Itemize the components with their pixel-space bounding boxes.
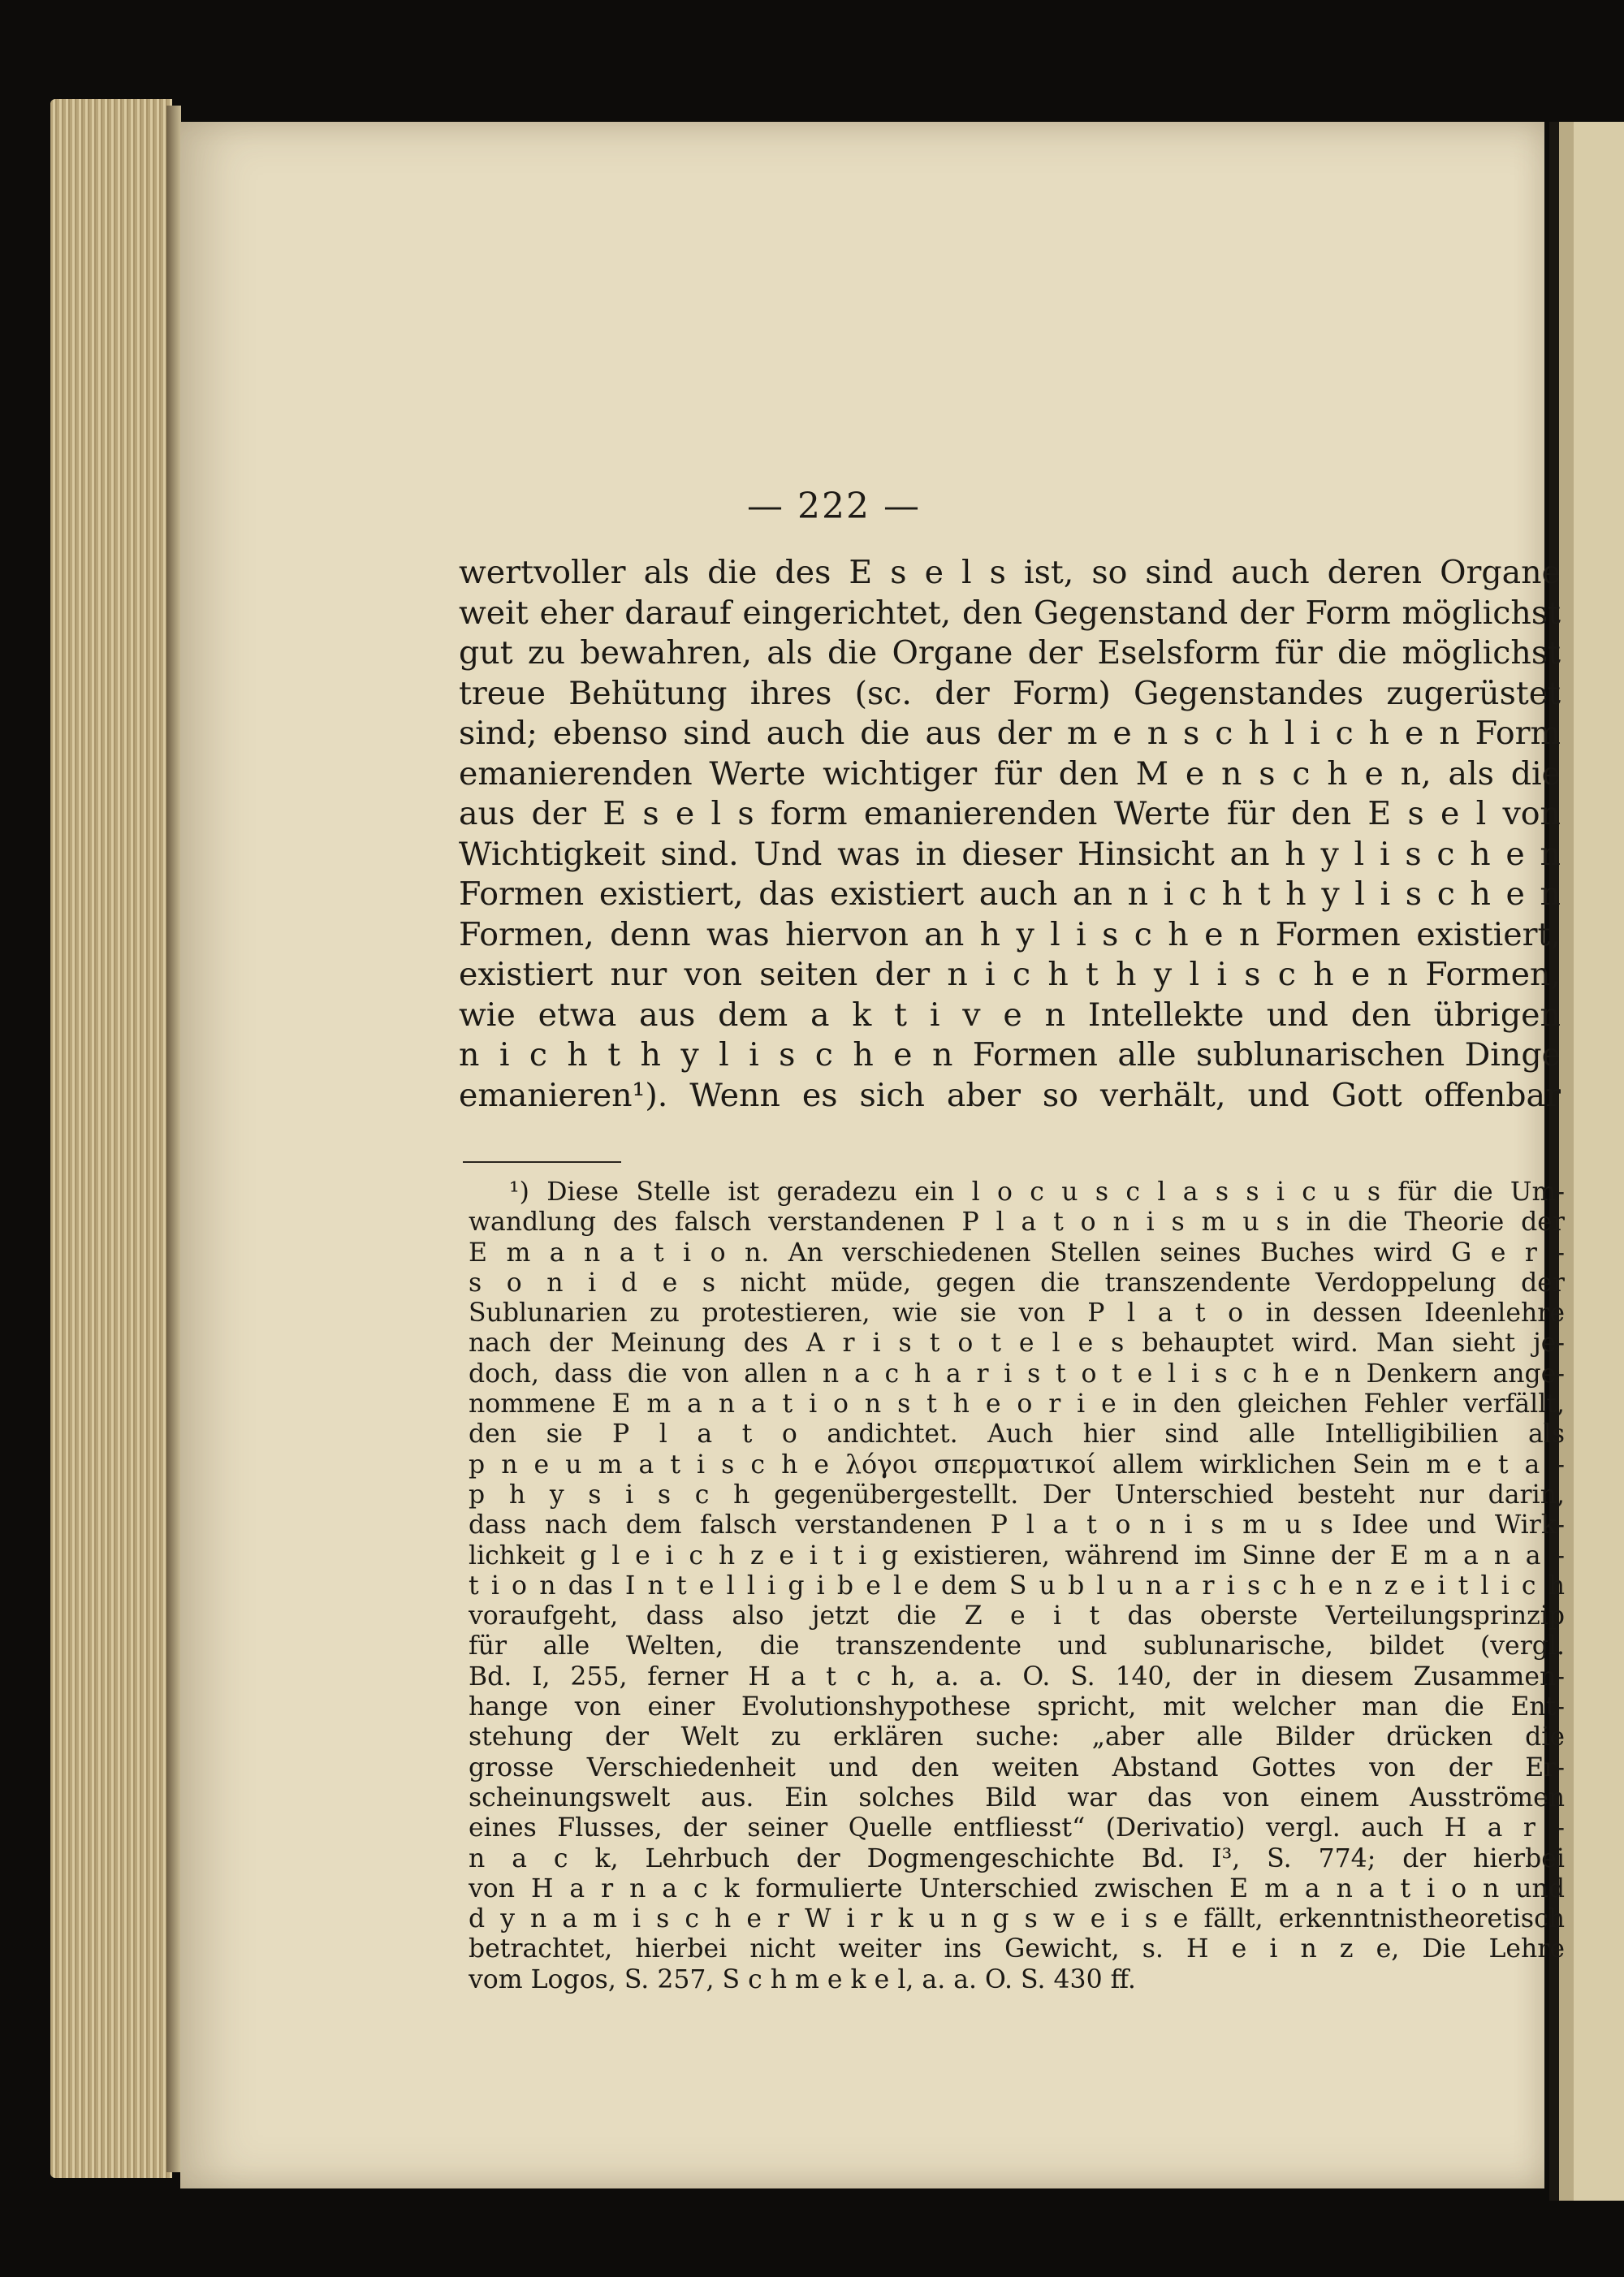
book-page [180, 122, 1565, 2188]
text-line: Wichtigkeit sind. Und was in dieser Hinsicht an h y l i s c h e n [459, 835, 1561, 873]
footnote-line: betrachtet, hierbei nicht weiter ins Gewicht, s. H e i n z e, Die Lehre [469, 1934, 1565, 1964]
footnote-line: grosse Verschiedenheit und den weiten Abstand Gottes von der Er- [469, 1752, 1565, 1782]
footnote [469, 1177, 1565, 1995]
footnote-line: ¹) Diese Stelle ist geradezu ein l o c u s c l a s s i c u s für die Um- [509, 1177, 1565, 1207]
text-line: wertvoller als die des E s e l s ist, so sind auch deren Organe [459, 554, 1561, 591]
footnote-line: nommene E m a n a t i o n s t h e o r i e in den gleichen Fehler verfällt, [469, 1389, 1565, 1419]
text-line: Formen existiert, das existiert auch an n i c h t h y l i s c h e n [459, 875, 1561, 913]
text-line: sind; ebenso sind auch die aus der m e n s c h l i c h e n Form [459, 715, 1561, 752]
footnote-line: scheinungswelt aus. Ein solches Bild war das von einem Ausströmen [469, 1782, 1565, 1813]
footnote-line: t i o n das I n t e l l i g i b e l e dem S u b l u n a r i s c h e n z e i t l i c h [469, 1571, 1565, 1601]
text-line: Formen, denn was hiervon an h y l i s c h e n Formen existiert, [459, 915, 1561, 953]
footnote-line: stehung der Welt zu erklären suche: „aber alle Bilder drücken die [469, 1722, 1565, 1752]
text-line: treue Behütung ihres (sc. der Form) Gegenstandes zugerüstet [459, 674, 1561, 712]
footnote-rule [463, 1161, 621, 1163]
footnote-line: hange von einer Evolutionshypothese spricht, mit welcher man die Ent- [469, 1692, 1565, 1722]
footnote-line: lichkeit g l e i c h z e i t i g existieren, während im Sinne der E m a n a - [469, 1540, 1565, 1571]
text-line: emanierenden Werte wichtiger für den M e n s c h e n, als die [459, 754, 1561, 793]
footnote-line: n a c k, Lehrbuch der Dogmengeschichte Bd. I³, S. 774; der hierbei [469, 1843, 1565, 1873]
text-line: gut zu bewahren, als die Organe der Eselsform für die möglichst [459, 634, 1561, 672]
footnote-line: dass nach dem falsch verstandenen P l a t o n i s m u s Idee und Wirk- [469, 1510, 1565, 1540]
footnote-line: Bd. I, 255, ferner H a t c h, a. a. O. S. 140, der in diesem Zusammen- [469, 1661, 1565, 1692]
footnote-line: Sublunarien zu protestieren, wie sie von P l a t o in dessen Ideenlehre [469, 1298, 1565, 1329]
text-line: existiert nur von seiten der n i c h t h y l i s c h e n Formen, [459, 956, 1561, 993]
page-number: — 222 — [747, 486, 921, 527]
footnote-line: vom Logos, S. 257, S c h m e k e l, a. a. O. S. 430 ff. [469, 1964, 1136, 1994]
footnote-line: eines Flusses, der seiner Quelle entfliesst“ (Derivatio) vergl. auch H a r - [469, 1813, 1565, 1843]
footnote-line: nach der Meinung des A r i s t o t e l e s behauptet wird. Man sieht je- [469, 1329, 1565, 1359]
footnote-line: doch, dass die von allen n a c h a r i s t o t e l i s c h e n Denkern ange- [469, 1359, 1565, 1389]
footnote-line: von H a r n a c k formulierte Unterschied zwischen E m a n a t i o n und [469, 1873, 1565, 1903]
footnote-line: p n e u m a t i s c h e λόγοι σπερματικοί allem wirklichen Sein m e t a - [469, 1450, 1565, 1480]
footnote-line: p h y s i s c h gegenübergestellt. Der Unterschied besteht nur darin, [469, 1480, 1565, 1510]
footnote-line: voraufgeht, dass also jetzt die Z e i t das oberste Verteilungsprinzip [469, 1601, 1565, 1631]
footnote-line: den sie P l a t o andichtet. Auch hier sind alle Intelligibilien als [469, 1419, 1565, 1450]
footnote-line: E m a n a t i o n. An verschiedenen Stellen seines Buches wird G e r - [469, 1238, 1565, 1268]
footnote-line: s o n i d e s nicht müde, gegen die transzendente Verdoppelung der [469, 1268, 1565, 1298]
text-line: wie etwa aus dem a k t i v e n Intellekte und den übrigen [459, 996, 1561, 1034]
footnote-line: d y n a m i s c h e r W i r k u n g s w e i s e fällt, erkenntnistheoretisch [469, 1904, 1565, 1934]
footnote-line: für alle Welten, die transzendente und sublunarische, bildet (vergl. [469, 1631, 1565, 1661]
footnote-line: wandlung des falsch verstandenen P l a t o n i s m u s in die Theorie der [469, 1208, 1565, 1238]
text-line: emanieren¹). Wenn es sich aber so verhält, und Gott offenbar [459, 1076, 1561, 1114]
book-page-edges [50, 99, 172, 2178]
text-line: n i c h t h y l i s c h e n Formen alle sublunarischen Dinge [459, 1036, 1561, 1074]
text-line: weit eher darauf eingerichtet, den Gegenstand der Form möglichst [459, 594, 1561, 632]
gutter-shadow [166, 106, 181, 2172]
text-line: aus der E s e l s form emanierenden Werte für den E s e l von [459, 795, 1561, 832]
main-text [459, 553, 1561, 1116]
